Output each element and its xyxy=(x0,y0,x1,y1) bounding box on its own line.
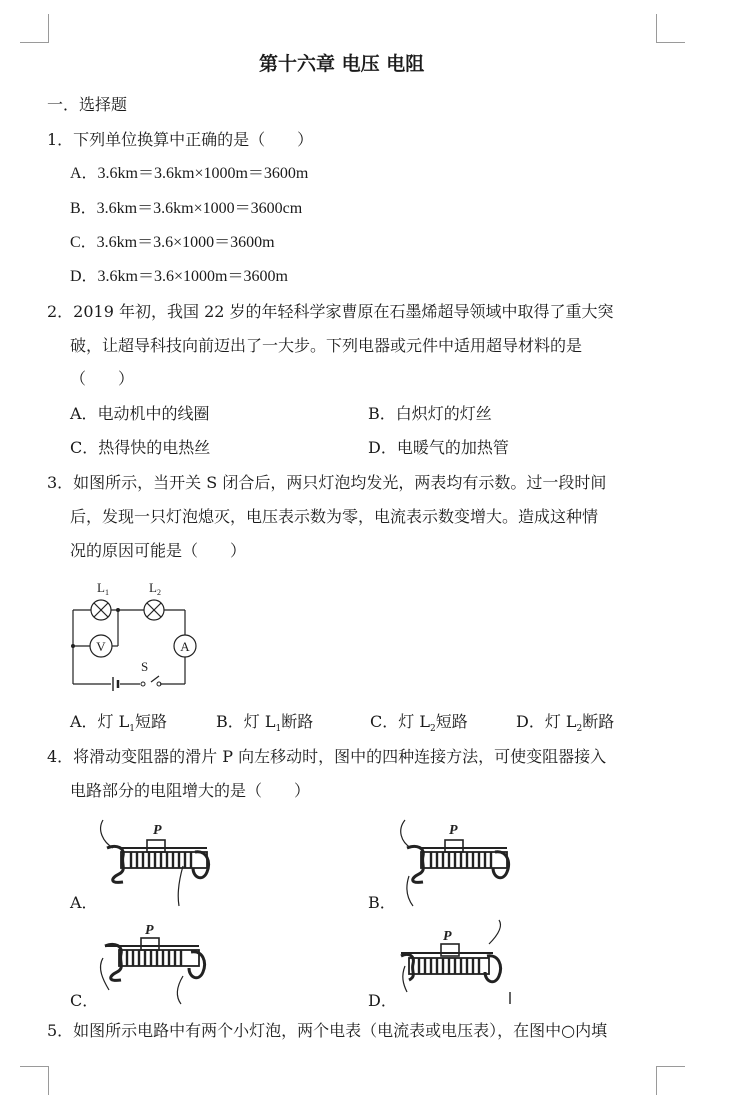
q2-option-b[interactable]: B．白炽灯的灯丝 xyxy=(368,404,492,423)
rheostat-c-wire-right xyxy=(177,976,183,1004)
q3-option-d-prefix: D．灯 L xyxy=(516,712,577,731)
rheostat-figure-c[interactable] xyxy=(95,920,220,1008)
q3-option-a[interactable] xyxy=(70,712,167,739)
rheostat-a-wire-right xyxy=(178,866,183,906)
rheostat-figure-a[interactable] xyxy=(95,818,220,910)
voltmeter-label: V xyxy=(96,639,106,654)
rheostat-figure-d[interactable] xyxy=(395,920,520,1008)
rheostat-d-wire-right xyxy=(489,920,501,944)
q4-option-c-label[interactable]: C． xyxy=(70,991,99,1010)
rheostat-c-slider-label: P xyxy=(145,923,154,938)
rheostat-b-wire-left xyxy=(401,820,411,848)
q3-option-d-subscript: 2 xyxy=(576,724,583,735)
lamp-l2-label: L xyxy=(149,580,157,595)
lamp-l2-icon xyxy=(144,600,164,620)
q1-option-d[interactable]: D．3.6km＝3.6×1000m＝3600m xyxy=(70,268,288,285)
q3-option-b-suffix: 断路 xyxy=(281,712,314,731)
q1-stem: 1．下列单位换算中正确的是（ ） xyxy=(47,130,314,149)
q3-option-c-subscript: 2 xyxy=(429,724,436,735)
ammeter-label: A xyxy=(180,639,190,654)
q1-option-b[interactable]: B．3.6km＝3.6km×1000＝3600cm xyxy=(70,200,303,217)
q2-stem-line-2: 破，让超导科技向前迈出了一大步。下列电器或元件中适用超导材料的是 xyxy=(70,336,583,355)
page-title: 第十六章 电压 电阻 xyxy=(259,53,425,75)
q1-option-a[interactable]: A．3.6km＝3.6km×1000m＝3600m xyxy=(70,165,309,182)
lamp-l1-icon xyxy=(91,600,111,620)
q2-stem-line-3: （ ） xyxy=(70,369,135,388)
q5-stem: 5．如图所示电路中有两个小灯泡，两个电表（电流表或电压表），在图中○内填 xyxy=(47,1021,608,1040)
q3-stem-line-1: 3．如图所示，当开关 S 闭合后，两只灯泡均发光，两表均有示数。过一段时间 xyxy=(47,473,607,492)
q3-option-b-prefix: B．灯 L xyxy=(216,712,276,731)
q3-option-b[interactable] xyxy=(216,712,313,739)
q2-option-a[interactable]: A．电动机中的线圈 xyxy=(70,404,210,423)
q3-option-a-suffix: 短路 xyxy=(135,712,168,731)
rheostat-figure-b[interactable] xyxy=(395,818,520,910)
q3-stem-line-2: 后，发现一只灯泡熄灭，电压表示数为零，电流表示数变增大。造成这种情 xyxy=(70,507,599,526)
rheostat-d-wire-left xyxy=(403,966,407,992)
switch-label: S xyxy=(141,659,149,674)
q3-option-c-suffix: 短路 xyxy=(435,712,468,731)
q4-stem-line-2: 电路部分的电阻增大的是（ ） xyxy=(70,781,311,800)
rheostat-b-slider-label: P xyxy=(449,823,458,838)
section-heading: 一．选择题 xyxy=(47,95,128,114)
rheostat-d-slider-label: P xyxy=(443,929,452,944)
q4-option-b-label[interactable]: B． xyxy=(368,893,396,912)
corner-mark-top-left xyxy=(20,14,49,43)
q3-option-d[interactable] xyxy=(516,712,614,739)
q3-circuit-diagram xyxy=(60,576,200,694)
rheostat-c-wire-left xyxy=(101,958,109,990)
q3-option-a-prefix: A．灯 L xyxy=(70,712,130,731)
q2-option-c[interactable]: C．热得快的电热丝 xyxy=(70,438,211,457)
lamp-l2-subscript: 2 xyxy=(157,588,161,597)
q2-stem-line-1: 2．2019 年初，我国 22 岁的年轻科学家曹原在石墨烯超导领域中取得了重大突 xyxy=(47,302,614,321)
q3-option-d-suffix: 断路 xyxy=(582,712,615,731)
q1-option-c[interactable]: C．3.6km＝3.6×1000＝3600m xyxy=(70,234,275,251)
rheostat-a-wire-left xyxy=(101,820,113,848)
lamp-l1-subscript: 1 xyxy=(105,588,109,597)
q3-option-c-prefix: C．灯 L xyxy=(370,712,430,731)
q4-stem-line-1: 4．将滑动变阻器的滑片 P 向左移动时，图中的四种连接方法，可使变阻器接入 xyxy=(47,747,607,766)
corner-mark-top-right xyxy=(656,14,685,43)
corner-mark-bottom-right xyxy=(656,1066,685,1095)
q3-option-b-subscript: 1 xyxy=(275,724,282,735)
corner-mark-bottom-left xyxy=(20,1066,49,1095)
lamp-l1-label: L xyxy=(97,580,105,595)
q3-stem-line-3: 况的原因可能是（ ） xyxy=(70,541,247,560)
q4-option-a-label[interactable]: A． xyxy=(70,893,98,912)
q4-option-d-label[interactable]: D． xyxy=(368,991,397,1010)
rheostat-a-slider-label: P xyxy=(153,823,162,838)
q3-option-c[interactable] xyxy=(370,712,468,739)
q3-option-a-subscript: 1 xyxy=(129,724,136,735)
q2-option-d[interactable]: D．电暖气的加热管 xyxy=(368,438,509,457)
